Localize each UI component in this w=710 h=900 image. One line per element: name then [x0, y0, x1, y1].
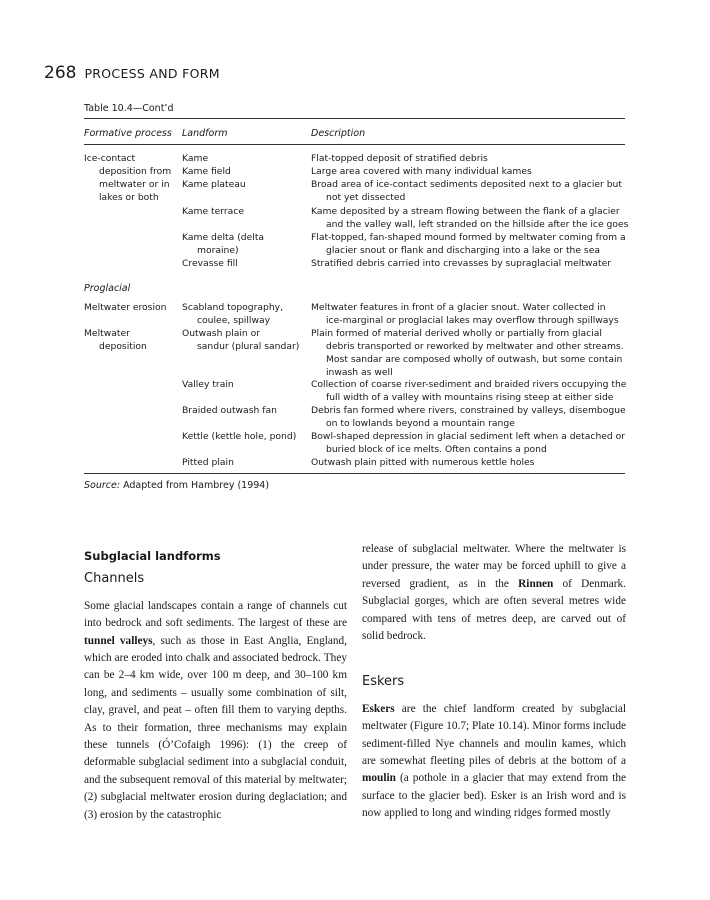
- landform-cell: Kame: [182, 153, 209, 164]
- landform-cell: Kame terrace: [182, 206, 244, 217]
- right-text-column: [362, 541, 626, 823]
- running-head: PROCESS AND FORM: [84, 66, 220, 81]
- column-header-landform: Landform: [182, 128, 228, 139]
- landform-cell: Outwash plain or sandur (plural sandar): [182, 328, 300, 352]
- description-cell: Outwash plain pitted with numerous kettle holes: [311, 457, 535, 468]
- description-cell: Broad area of ice-contact sediments deposited next to a glacier but not yet dissected: [311, 179, 622, 203]
- description-cell: Debris fan formed where rivers, constrained by valleys, disembogue on to lowlands beyond a mountain range: [311, 405, 626, 429]
- term-eskers: Eskers: [362, 702, 395, 715]
- landform-cell: Kame plateau: [182, 179, 246, 190]
- description-cell: Kame deposited by a stream flowing between the flank of a glacier and the valley wall, left stranded on the hillside after the ice goes: [311, 206, 629, 230]
- description-cell: Flat-topped deposit of stratified debris: [311, 153, 488, 164]
- landform-cell: Braided outwash fan: [182, 405, 277, 416]
- paragraph-eskers: Eskers are the chief landform created by subglacial meltwater (Figure 10.7; Plate 10.14). Minor forms include sediment-filled Nye channels and moulin kames, which are somewhat fleeting piles of debris at the bottom of a moulin (a pothole in a glacier that may extend from the surface to the glacier bed). Esker is an Irish word and is now applied to long and winding ridges formed mostly: [362, 702, 626, 820]
- subsection-heading-eskers: Eskers: [362, 674, 405, 690]
- term-tunnel-valleys: tunnel valleys: [84, 634, 153, 647]
- paragraph-meltwater: release of subglacial meltwater. Where the meltwater is under pressure, the water may be forced uphill to give a reversed gradient, as in the Rinnen of Denmark. Subglacial gorges, which are often several metres wide compared with tens of metres deep, are carved out of solid bedrock.: [362, 543, 626, 643]
- landform-cell: Pitted plain: [182, 457, 234, 468]
- table-bottom-rule: [84, 473, 625, 474]
- process-cell-erosion: Meltwater erosion: [84, 302, 167, 313]
- description-cell: Collection of coarse river-sediment and braided rivers occupying the full width of a valley with mountains rising steep at either side: [311, 379, 627, 403]
- process-cell-deposition: Meltwater deposition: [84, 328, 147, 352]
- left-text-column: [84, 548, 347, 824]
- description-cell: Flat-topped, fan-shaped mound formed by meltwater coming from a glacier snout or flank and discharging into a lake or the sea: [311, 232, 626, 256]
- term-moulin: moulin: [362, 772, 396, 785]
- description-cell: Large area covered with many individual kames: [311, 166, 532, 177]
- section-heading: Subglacial landforms: [84, 549, 221, 563]
- landform-cell: Valley train: [182, 379, 234, 390]
- description-cell: Stratified debris carried into crevasses by supraglacial meltwater: [311, 258, 612, 269]
- page-header: [44, 63, 220, 83]
- column-header-process: Formative process: [84, 128, 172, 139]
- table-header-rule: [84, 144, 625, 145]
- table-source-note: [84, 480, 269, 491]
- landform-cell: Kame delta (delta moraine): [182, 232, 265, 256]
- landform-cell: Scabland topography, coulee, spillway: [182, 302, 284, 326]
- description-cell: Plain formed of material derived wholly or partially from glacial debris transported or reworked by meltwater and other streams. Most sandar are composed wholly of outwash, but some contain inwash as well: [311, 328, 624, 378]
- table-top-rule: [84, 118, 625, 119]
- description-cell: Bowl-shaped depression in glacial sediment left when a detached or buried block of ice melts. Often contains a pond: [311, 431, 626, 455]
- landform-cell: Kettle (kettle hole, pond): [182, 431, 297, 442]
- table-caption: Table 10.4—Cont’d: [84, 103, 174, 114]
- subsection-heading-channels: Channels: [84, 571, 145, 587]
- paragraph-channels: Some glacial landscapes contain a range of channels cut into bedrock and soft sediments. The largest of these are tunnel valleys, such as those in East Anglia, England, which are eroded into chalk and associated bedrock. They can be 2–4 km wide, over 100 m deep, and 30–100 km long, and sediments – usually some combination of silt, clay, gravel, and peat – often fill them to varying depths. As to their formation, three mechanisms may explain these tunnels (Ó’Cofaigh 1996): (1) the creep of deformable subglacial sediment into a subglacial conduit, and the subsequent removal of this material by meltwater; (2) subglacial meltwater erosion during deglaciation; and (3) erosion by the catastrophic: [84, 599, 347, 821]
- term-rinnen: Rinnen: [518, 577, 554, 590]
- source-label: Source:: [84, 480, 121, 491]
- description-cell: Meltwater features in front of a glacier snout. Water collected in ice-marginal or proglacial lakes may overflow through spillways: [311, 302, 619, 326]
- section-label-proglacial: Proglacial: [84, 283, 131, 294]
- page-number: 268: [44, 63, 77, 83]
- source-text: Adapted from Hambrey (1994): [120, 480, 270, 491]
- landform-cell: Kame field: [182, 166, 231, 177]
- landform-cell: Crevasse fill: [182, 258, 238, 269]
- column-header-description: Description: [311, 128, 366, 139]
- process-cell-icecontact: Ice-contact deposition from meltwater or in lakes or both: [84, 153, 172, 203]
